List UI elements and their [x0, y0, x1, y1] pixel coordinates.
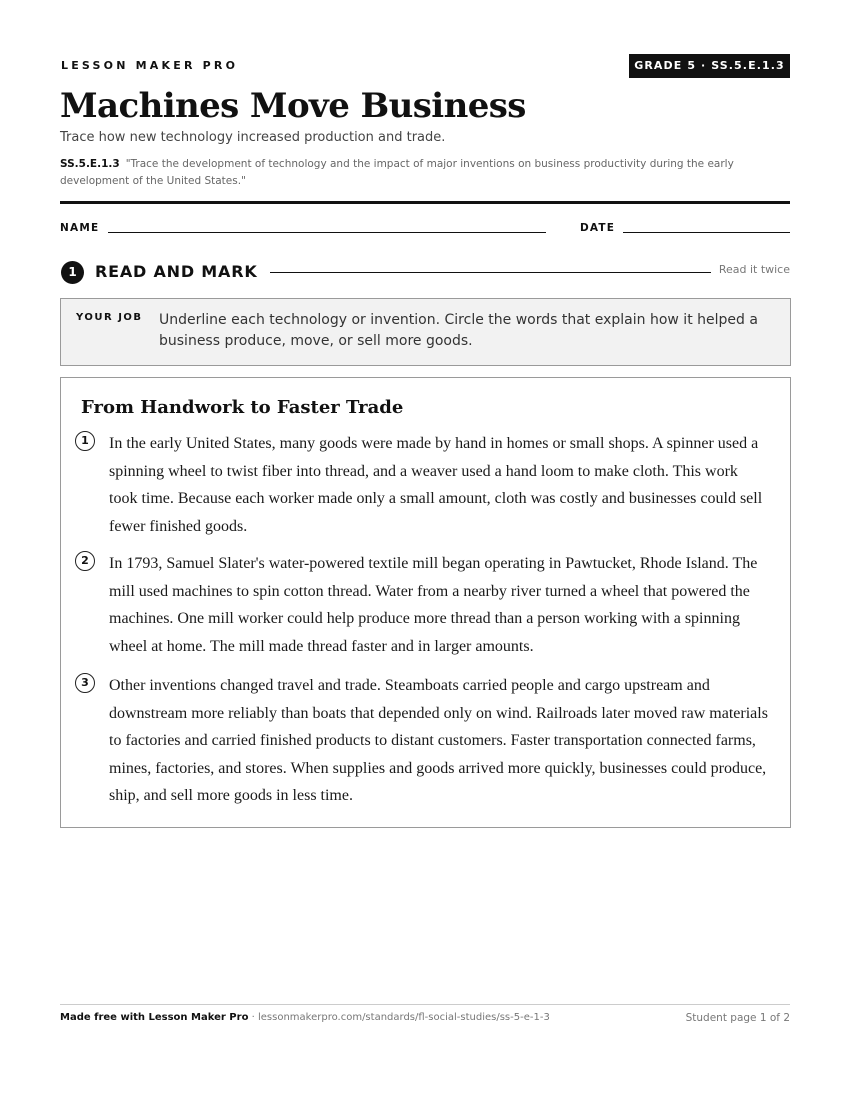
date-field-line[interactable]: [623, 232, 790, 233]
name-label: NAME: [60, 222, 100, 234]
passage-title: From Handwork to Faster Trade: [81, 397, 404, 418]
section-title: READ AND MARK: [95, 262, 258, 281]
section-note: Read it twice: [718, 263, 790, 276]
footer-credit: [60, 1012, 550, 1023]
page-title: Machines Move Business: [60, 86, 526, 126]
your-job-box: [60, 298, 791, 366]
standard-description: [60, 156, 790, 190]
footer-url[interactable]: · lessonmakerpro.com/standards/fl-social-studies/ss-5-e-1-3: [248, 1012, 550, 1023]
page-subtitle: Trace how new technology increased production and trade.: [60, 130, 446, 145]
paragraph-text: In the early United States, many goods were made by hand in homes or small shops. A spinner used a spinning wheel to twist fiber into thread, and a weaver used a hand loom to make cloth. This work took time. Because each worker made only a small amount, cloth was costly and businesses could sell fewer finished goods.: [109, 435, 763, 535]
standard-code: SS.5.E.1.3: [60, 158, 120, 170]
name-field-line[interactable]: [108, 232, 546, 233]
grade-badge: GRADE 5 · SS.5.E.1.3: [629, 54, 790, 78]
paragraph-text: Other inventions changed travel and trade. Steamboats carried people and cargo upstream and downstream more reliably than boats that depended only on wind. Railroads later moved raw materials to factories and carried finished products to distant customers. Faster transportation connected farms, mines, factories, and stores. When supplies and goods arrived more quickly, businesses could produce, ship, and sell more goods in less time.: [109, 677, 768, 805]
reading-passage: [60, 377, 791, 828]
footer-divider: [60, 1004, 790, 1005]
paragraph-text: In 1793, Samuel Slater's water-powered textile mill began operating in Pawtucket, Rhode Island. The mill used machines to spin cotton thread. Water from a nearby river turned a wheel that powered the machines. One mill worker could help produce more thread than a person working with a spinning wheel at home. The mill made thread faster and in larger amounts.: [109, 555, 758, 655]
section-rule: [270, 272, 711, 273]
header-divider: [60, 201, 790, 204]
footer-page-number: Student page 1 of 2: [685, 1012, 790, 1024]
your-job-label: YOUR JOB: [76, 312, 143, 323]
footer-made-with: Made free with Lesson Maker Pro: [60, 1012, 249, 1023]
your-job-instructions: Underline each technology or invention. Circle the words that explain how it helped a business produce, move, or sell more goods.: [159, 312, 758, 349]
paragraph-number-badge: 3: [75, 673, 95, 693]
date-label: DATE: [580, 222, 616, 234]
paragraph-number-badge: 2: [75, 551, 95, 571]
paragraph-number-badge: 1: [75, 431, 95, 451]
brand-name: LESSON MAKER PRO: [61, 59, 239, 72]
section-number-badge: 1: [61, 261, 84, 284]
standard-text: "Trace the development of technology and the impact of major inventions on business productivity during the early development of the United States.": [60, 158, 734, 187]
